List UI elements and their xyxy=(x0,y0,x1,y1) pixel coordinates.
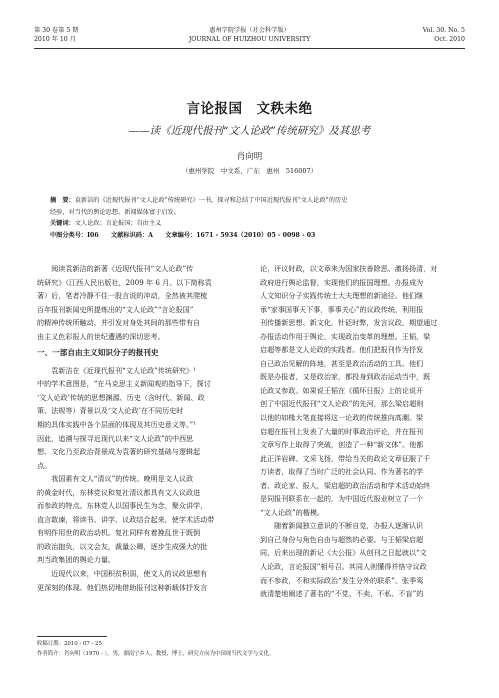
running-header xyxy=(0,18,499,54)
text-line: 统研究》（江西人民出版社，2009 年 6 月。以下简称袁 xyxy=(37,277,212,287)
text-line: 办报活动作用于舆论，实现政治变革的理想。王韬、梁 xyxy=(260,331,431,341)
text-line: 的政治抱负，以文会友，裁量公卿，逐步生成强大的批 xyxy=(37,541,208,551)
keywords-line xyxy=(50,218,454,230)
text-line: 而不参政，不和实际政治“发生分外的联系”。张季鸾 xyxy=(260,575,424,585)
text-line: 论，评议时政，以文章来为国家扶善除恶、激扬扬清，对 xyxy=(260,264,438,273)
text-line: 直言敢谏，将读书、讲学、议政结合起来，使学术活动带 xyxy=(37,514,215,524)
text-line: 到自己身份与角色自由与超然的必要。与王韬梁启超 xyxy=(260,534,424,544)
left-column xyxy=(37,262,240,594)
body-paragraph xyxy=(260,262,463,519)
text-line: 承“家事国事天下事，事事关心”的议政传统，利用报 xyxy=(260,304,424,314)
text-line: 者、政论家、报人，梁启超的政治活动和学术活动始终 xyxy=(260,480,431,490)
text-line: 近现代以来，中国积贫积弱，使文人的议政思想有 xyxy=(37,569,208,579)
text-line: 刊传播新思想、新文化，针砭时弊，发言议政，期望通过 xyxy=(260,318,438,328)
text-line: 政府进行舆论监督，实现他们的报国理想。办报成为 xyxy=(260,277,424,287)
text-line: 有明作用世的政治动机。复社同样有着挽乱世于既倒 xyxy=(37,528,201,538)
text-line: 点。 xyxy=(37,460,52,470)
abstract-block xyxy=(50,195,454,241)
received-date: 收稿日期：2010 - 07 - 25 xyxy=(37,641,102,647)
abstract-label: 摘 要： xyxy=(50,197,75,204)
body-paragraph xyxy=(37,567,240,594)
text-line: 由主义色彩报人的世纪遭遇的深切思考。 xyxy=(37,331,165,341)
text-line: 同，后来出现的新记《大公报》从创刊之日起就以“文 xyxy=(260,548,427,558)
header-issue-info: 第 30 卷第 5 期 2010 年 10 月 xyxy=(34,27,79,43)
text-line: 创了中国近代报刊“文人论政”的先河，那么梁启超则 xyxy=(260,399,424,409)
header-volume-info: Vol. 30. No. 5 Oct. 2010 xyxy=(422,27,465,43)
article-subtitle: ——读《近现代报刊“文人论政”传统研究》及其思考 xyxy=(128,125,371,137)
text-line: 阅读袁新洁的新著《近现代报刊“文人论政”传 xyxy=(37,264,194,273)
text-line: 此正洋岩碑、文采飞扬，带给当关的政论文章征服了千 xyxy=(260,453,431,463)
text-line: 百年报刊新闻史所提炼出的“文人论政”“言论报国” xyxy=(37,304,194,314)
right-column xyxy=(260,262,463,601)
text-line: 想、文化乃至政治背景成为袁著的研究基础与逻辑起 xyxy=(37,447,201,457)
text-line: 人论政，言论报国”相号召。其同人则懂得并恪守议政 xyxy=(260,562,427,572)
text-line: 我国素有文人“清议”的传统。晚明是文人议政 xyxy=(37,474,194,484)
text-line: 随着新闻独立意识的不断自觉，办报人逐渐认识 xyxy=(260,521,424,531)
abstract-line: 经验，对当代的舆论思想、新闻媒体富于启发。 xyxy=(50,208,180,216)
text-line: 论政又参政。如果说王韬在《循环日报》上的论说开 xyxy=(260,385,424,395)
abstract-line xyxy=(50,195,454,207)
keywords-text: 文人论政；言论报国；自由主义 xyxy=(74,220,162,227)
header-rule xyxy=(34,48,465,49)
text-line: 因此，追溯与探寻近现代以来“文人论政”的中西思 xyxy=(37,433,194,443)
author-name: 肖向明 xyxy=(236,152,263,162)
body-paragraph xyxy=(37,472,240,567)
text-line: 而参政的特点。东林党人以国事民生为念，聚众讲学， xyxy=(37,501,208,511)
article-title: 言论报国 文秩未绝 xyxy=(186,101,313,117)
text-line: 就清楚地阐述了著名的“不党、不卖、不私、不盲”的 xyxy=(260,589,424,599)
text-line: 著）后，笔者冷静不住一股言说的冲动，全然被其爬梳 xyxy=(37,291,208,301)
text-line: 以他的如椽大笔直接将这一论政的传统推向高潮。梁 xyxy=(260,413,424,423)
text-line: 启超等都是文人论政的实践者。他们把报刊作为抒发 xyxy=(260,345,424,355)
text-line: 策、法规等）背景以及‘文人论政’在不同历史时 xyxy=(37,406,184,416)
author-bio: 作者简介：肖向明（1970 - ），男，湖南宁乡人，教授，博士，研究方向为中国现当代文学与文化。 xyxy=(37,651,275,657)
section-heading: 一、一部自由主义知识分子的报刊史 xyxy=(37,348,159,358)
text-line: 的黄金时代，东林党议和复社清议都具有文人议政进 xyxy=(37,487,201,497)
text-line: 启超在报刊上发表了大量的时事政治评论，并在报刊 xyxy=(260,426,424,436)
text-line: 文章写作上取得了突破，创造了一种“新文体”。他都 xyxy=(260,440,424,450)
text-line: 的精神传统所触动，并引发对身处其间的那些带有自 xyxy=(37,318,201,328)
text-line: 期的具体实践中各个层面的体现及其历史意义等。”¹ xyxy=(37,420,196,430)
text-line: 判当政集团的舆论力量。 xyxy=(37,555,116,565)
text-line: 人文知识分子实践传统士大夫理想的新途径。他们继 xyxy=(260,291,424,301)
text-line: ‘文人论政’传统的思想渊源、历史（含时代、新闻、政 xyxy=(37,392,205,402)
text-line: 是同报刊联系在一起的，为中国近代报业树立了一个 xyxy=(260,494,424,504)
body-paragraph xyxy=(260,519,463,600)
classification-line: 中图分类号：I06 文献标识码：A 文章编号：1671 - 5934（2010）05 - 0098 - 03 xyxy=(50,231,316,239)
keywords-label: 关键词： xyxy=(50,220,75,227)
abstract-text: 袁新洁的《近现代报刊“文人论政”传统研究》一书，探寻和总结了中国近现代报刊“文人论政”的历史 xyxy=(74,197,348,204)
author-affiliation: （惠州学院 中文系，广东 惠州 516007） xyxy=(181,167,318,175)
body-paragraph xyxy=(37,364,240,472)
text-line: 更深刻的体现。他们热切地借助报刊这种新载体抒发言 xyxy=(37,582,208,592)
text-line: 万读者，取得了当时广泛的社会认同。作为著名的学 xyxy=(260,467,424,477)
text-line: 中的学术意图是，“在马克思主义新闻观的指导下，探讨 xyxy=(37,379,211,389)
text-line: 袁新洁在《近现代报刊“文人论政”传统研究》¹ xyxy=(37,365,197,375)
footnote-block xyxy=(37,636,457,659)
intro-paragraph xyxy=(37,262,240,343)
text-line: “文人论政”的楷模。 xyxy=(260,507,325,517)
text-line: 既是办报者，又是政治家，都投身到政治运动当中，既 xyxy=(260,372,431,382)
footnote-rule xyxy=(37,636,107,637)
text-line: 自己政治见解的阵地，甚至是政治活动的工具。他们 xyxy=(260,358,424,368)
header-journal-name: 惠州学院学报（社会科学版） JOURNAL OF HUIZHOU UNIVERSITY xyxy=(188,27,311,43)
